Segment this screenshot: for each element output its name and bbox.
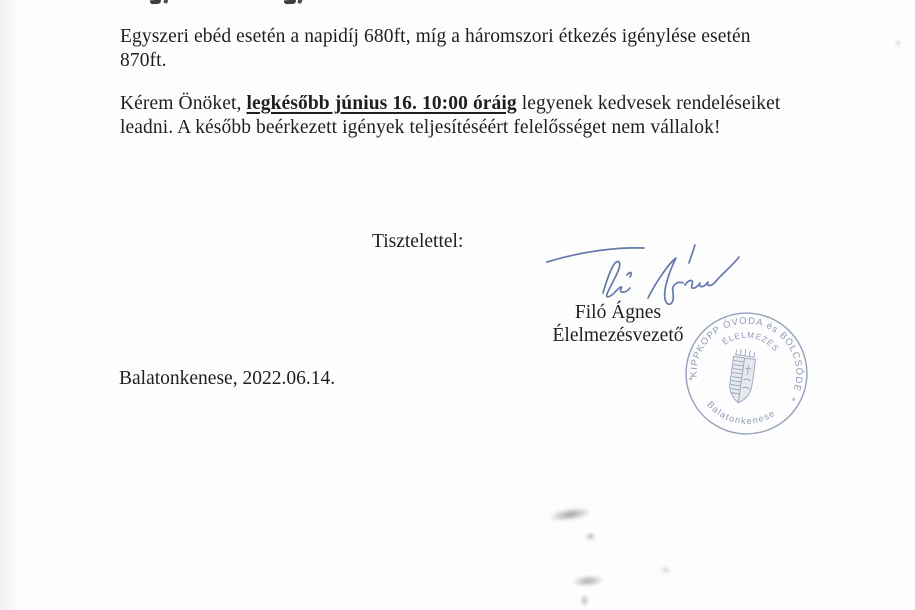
stamp-separator-star: * (790, 396, 797, 408)
paragraph-line: 870ft. (120, 49, 167, 71)
paragraph-line (120, 92, 780, 116)
stamp-coat-of-arms-icon (727, 347, 757, 404)
stamp-inner-text: ÉLELMEZÉS (720, 330, 781, 354)
paragraph-lunch-prices (120, 25, 751, 72)
stamp-outer-text: KIPPKOPP ÓVODA és BÖLCSŐDE (688, 315, 805, 394)
deadline-emphasis: legkésőbb június 16. 10:00 óráig (246, 93, 517, 114)
deadline-rest: legyenek kedvesek rendeléseiket (516, 93, 781, 114)
round-office-stamp (675, 302, 818, 445)
scan-smudge (895, 40, 901, 46)
stamp-town-text: Balatonkenese (705, 399, 778, 426)
cut-text-fragment (150, 0, 161, 4)
closing-salutation: Tisztelettel: (372, 231, 464, 252)
stamp-separator-star: * (687, 375, 694, 388)
scan-edge-shadow (0, 0, 18, 610)
paragraph-line: Egyszeri ebéd esetén a napidíj 680ft, míg a háromszori étkezés igénylése esetén (120, 26, 751, 47)
scan-smudge (585, 532, 596, 541)
paragraph-line: leadni. A később beérkezett igények teljesítéséért felelősséget nem vállalok! (120, 116, 721, 138)
deadline-prefix: Kérem Önöket, (120, 93, 247, 114)
cut-text-fragment (284, 0, 296, 4)
scan-smudge (660, 566, 671, 574)
date-line: Balatonkenese, 2022.06.14. (119, 368, 336, 389)
paragraph-order-deadline (120, 92, 780, 139)
signer-name: Filó Ágnes (574, 302, 662, 323)
scan-smudge (547, 505, 592, 524)
signer-title: Élelmezésvezető (552, 324, 684, 346)
scan-smudge (580, 594, 589, 607)
scan-smudge (572, 574, 605, 589)
